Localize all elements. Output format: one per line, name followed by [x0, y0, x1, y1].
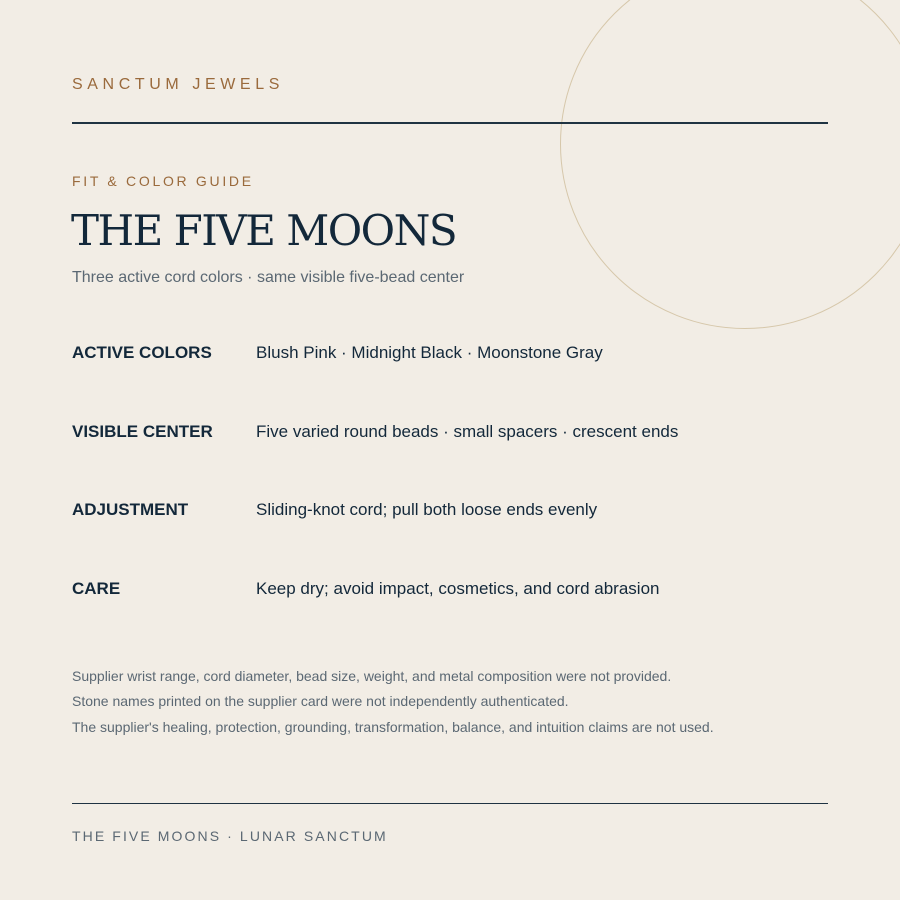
- spec-label: CARE: [72, 579, 121, 598]
- brand-name: SANCTUM JEWELS: [72, 76, 284, 93]
- decorative-moon-circle: [560, 0, 900, 329]
- spec-label: ADJUSTMENT: [72, 500, 189, 519]
- disclaimer-notes: [72, 664, 828, 740]
- spec-row-care: [72, 579, 828, 603]
- disclaimer-note: Supplier wrist range, cord diameter, bead size, weight, and metal composition were not provided.: [72, 668, 672, 684]
- spec-row-visible-center: [72, 422, 828, 446]
- spec-row-active-colors: [72, 343, 828, 367]
- header-divider: [72, 122, 828, 124]
- spec-value: Keep dry; avoid impact, cosmetics, and cord abrasion: [256, 579, 660, 598]
- footer-text: THE FIVE MOONS · LUNAR SANCTUM: [72, 828, 388, 844]
- spec-value: Sliding-knot cord; pull both loose ends evenly: [256, 500, 598, 519]
- spec-row-adjustment: [72, 500, 828, 524]
- disclaimer-note: The supplier's healing, protection, grounding, transformation, balance, and intuition claims are not used.: [72, 718, 714, 735]
- page-subtitle: Three active cord colors · same visible five-bead center: [72, 269, 465, 286]
- footer-divider: [72, 803, 828, 804]
- disclaimer-note: Stone names printed on the supplier card were not independently authenticated.: [72, 693, 569, 710]
- spec-label: VISIBLE CENTER: [72, 422, 213, 441]
- spec-value: Five varied round beads · small spacers · crescent ends: [256, 422, 679, 441]
- guide-eyebrow: FIT & COLOR GUIDE: [72, 173, 254, 189]
- spec-value: Blush Pink · Midnight Black · Moonstone Gray: [256, 343, 603, 362]
- spec-label: ACTIVE COLORS: [72, 343, 212, 362]
- page-title: THE FIVE MOONS: [71, 206, 457, 255]
